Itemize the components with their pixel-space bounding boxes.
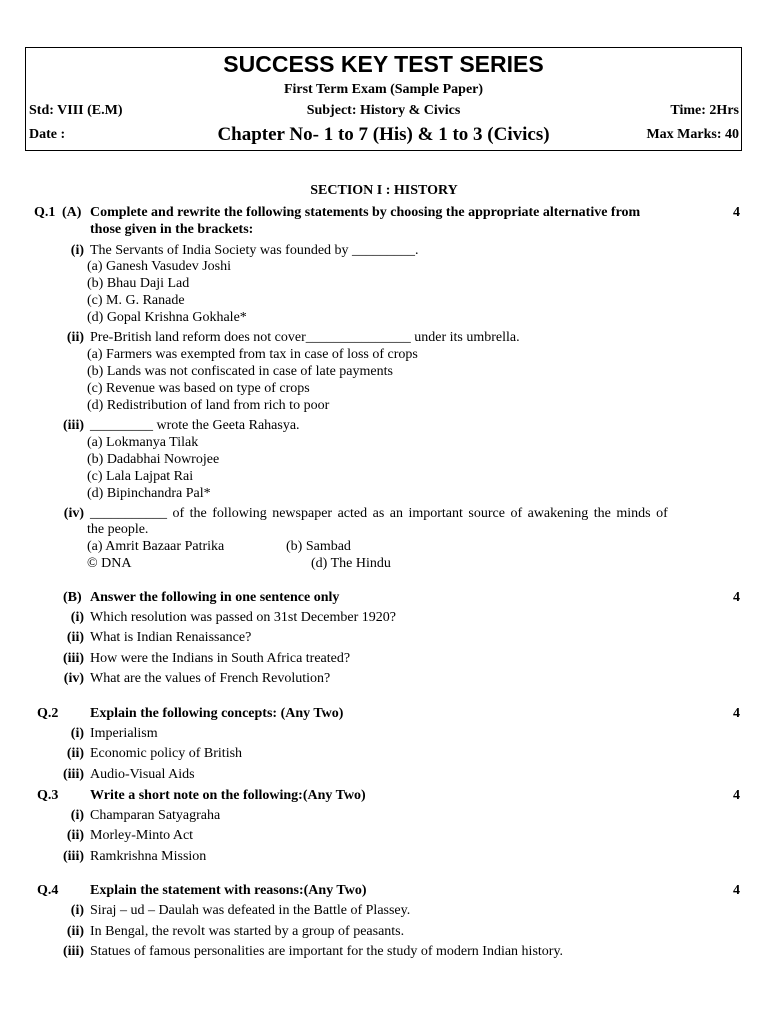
item-text: Imperialism: [90, 726, 158, 741]
date-label: Date :: [29, 127, 66, 142]
marks: 4: [733, 788, 740, 803]
marks: 4: [733, 883, 740, 898]
marks: 4: [733, 590, 740, 605]
item-text: the people.: [87, 522, 149, 537]
std-label: Std: VIII (E.M): [29, 103, 123, 118]
item-number: (ii): [66, 630, 84, 645]
item-text: Which resolution was passed on 31st December 1920?: [90, 610, 396, 625]
marks: 4: [733, 205, 740, 220]
item-text: How were the Indians in South Africa treated?: [90, 651, 351, 666]
section-title: SECTION I : HISTORY: [310, 183, 458, 198]
item-number: (i): [70, 903, 84, 918]
item-number: (iii): [63, 651, 84, 666]
option: (d) Redistribution of land from rich to poor: [87, 398, 330, 413]
question-text: those given in the brackets:: [90, 222, 254, 237]
item-number: (ii): [66, 746, 84, 761]
item-number: (ii): [66, 828, 84, 843]
item-number: (iii): [63, 767, 84, 782]
option: (b) Bhau Daji Lad: [87, 276, 190, 291]
option: (d) Gopal Krishna Gokhale*: [87, 310, 247, 325]
item-number: (iii): [63, 418, 84, 433]
subject-label: Subject: History & Civics: [306, 103, 461, 118]
marks: 4: [733, 706, 740, 721]
item-text: In Bengal, the revolt was started by a group of peasants.: [90, 924, 405, 939]
question-text: Write a short note on the following:(Any Two): [90, 788, 366, 803]
option: (c) M. G. Ranade: [87, 293, 185, 308]
question-number: Q.4: [37, 883, 59, 898]
item-text: Morley-Minto Act: [90, 828, 194, 843]
max-marks-label: Max Marks: 40: [646, 127, 739, 142]
item-text: The Servants of India Society was founded by _________.: [90, 243, 419, 258]
item-text: Champaran Satyagraha: [90, 808, 221, 823]
item-text: Audio-Visual Aids: [90, 767, 195, 782]
item-text: Siraj – ud – Daulah was defeated in the Battle of Plassey.: [90, 903, 411, 918]
question-text: Answer the following in one sentence only: [90, 590, 340, 605]
question-text: Explain the statement with reasons:(Any Two): [90, 883, 367, 898]
item-number: (iv): [63, 671, 84, 686]
item-number: (i): [70, 610, 84, 625]
option: (b) Sambad: [286, 539, 351, 554]
question-number: Q.3: [37, 788, 59, 803]
item-text: _________ wrote the Geeta Rahasya.: [90, 418, 300, 433]
item-number: (iv): [63, 506, 84, 521]
option: (d) The Hindu: [311, 556, 391, 571]
item-text: What is Indian Renaissance?: [90, 630, 252, 645]
option: (c) Lala Lajpat Rai: [87, 469, 194, 484]
paper-title: SUCCESS KEY TEST SERIES: [223, 51, 544, 77]
item-number: (ii): [66, 924, 84, 939]
question-text: Complete and rewrite the following statements by choosing the appropriate alternative from: [90, 205, 641, 220]
time-label: Time: 2Hrs: [670, 103, 739, 118]
part-label: (B): [63, 590, 82, 605]
item-text: ___________ of the following newspaper acted as an important source of awakening the minds of: [90, 506, 668, 521]
item-text: Ramkrishna Mission: [90, 849, 207, 864]
item-text: Economic policy of British: [90, 746, 243, 761]
option: (a) Ganesh Vasudev Joshi: [87, 259, 231, 274]
item-number: (i): [70, 808, 84, 823]
option: (b) Dadabhai Nowrojee: [87, 452, 220, 467]
part-label: (A): [62, 205, 82, 220]
option: (a) Lokmanya Tilak: [87, 435, 199, 450]
option: (c) Revenue was based on type of crops: [87, 381, 310, 396]
question-text: Explain the following concepts: (Any Two): [90, 706, 344, 721]
item-text: Statues of famous personalities are important for the study of modern Indian history.: [90, 944, 564, 959]
option: © DNA: [87, 556, 132, 571]
exam-name: First Term Exam (Sample Paper): [283, 82, 484, 97]
option: (d) Bipinchandra Pal*: [87, 486, 211, 501]
option: (b) Lands was not confiscated in case of late payments: [87, 364, 393, 379]
item-number: (i): [70, 726, 84, 741]
chapter-label: Chapter No- 1 to 7 (His) & 1 to 3 (Civics): [217, 124, 550, 145]
item-number: (ii): [66, 330, 84, 345]
header-box: [25, 47, 742, 151]
item-number: (iii): [63, 849, 84, 864]
option: (a) Farmers was exempted from tax in case of loss of crops: [87, 347, 418, 362]
question-number: Q.1: [34, 205, 56, 220]
item-text: What are the values of French Revolution?: [90, 671, 331, 686]
item-text: Pre-British land reform does not cover_______________ under its umbrella.: [90, 330, 520, 345]
item-number: (iii): [63, 944, 84, 959]
item-number: (i): [70, 243, 84, 258]
question-number: Q.2: [37, 706, 59, 721]
option: (a) Amrit Bazaar Patrika: [87, 539, 225, 554]
